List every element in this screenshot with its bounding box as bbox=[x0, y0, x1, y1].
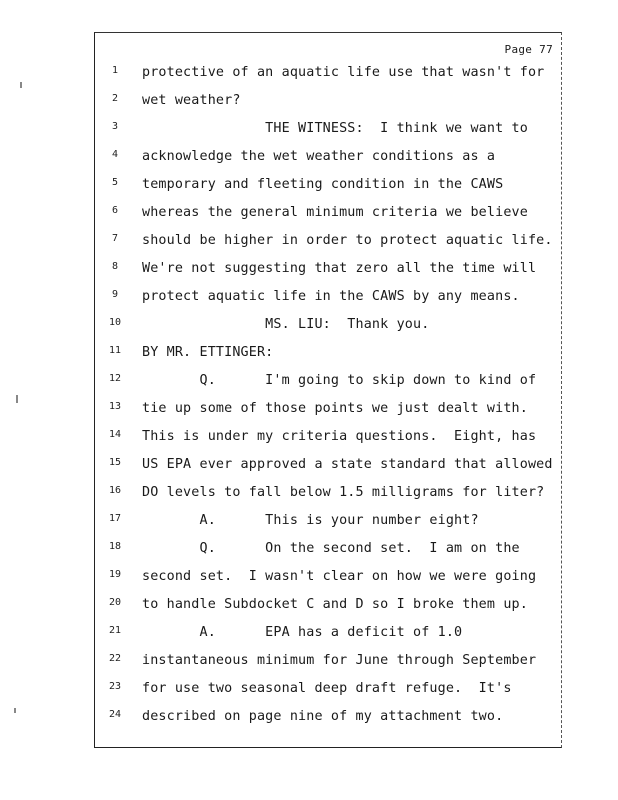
page-number: Page 77 bbox=[504, 43, 553, 56]
line-number: 16 bbox=[108, 485, 122, 496]
line-number: 1 bbox=[111, 65, 119, 76]
line-text: wet weather? bbox=[142, 93, 241, 108]
line-text: This is under my criteria questions. Eight, has bbox=[142, 429, 537, 444]
line-number: 2 bbox=[111, 93, 119, 104]
line-number: 24 bbox=[108, 709, 122, 720]
transcript-line-22 bbox=[95, 653, 563, 673]
line-text: A. This is your number eight? bbox=[142, 513, 479, 528]
scan-speck bbox=[14, 708, 16, 713]
transcript-page bbox=[94, 32, 562, 748]
line-number: 17 bbox=[108, 513, 122, 524]
transcript-line-14 bbox=[95, 429, 563, 449]
line-text: instantaneous minimum for June through September bbox=[142, 653, 537, 668]
line-number: 8 bbox=[111, 261, 119, 272]
line-text: whereas the general minimum criteria we believe bbox=[142, 205, 528, 220]
line-number: 7 bbox=[111, 233, 119, 244]
line-text: for use two seasonal deep draft refuge. It's bbox=[142, 681, 512, 696]
line-text: acknowledge the wet weather conditions as a bbox=[142, 149, 496, 164]
line-number: 20 bbox=[108, 597, 122, 608]
line-number: 22 bbox=[108, 653, 122, 664]
transcript-line-24 bbox=[95, 709, 563, 729]
line-text: protective of an aquatic life use that wasn't for bbox=[142, 65, 545, 80]
transcript-line-6 bbox=[95, 205, 563, 225]
line-number: 10 bbox=[108, 317, 122, 328]
line-number: 5 bbox=[111, 177, 119, 188]
line-number: 23 bbox=[108, 681, 122, 692]
line-text: tie up some of those points we just dealt with. bbox=[142, 401, 528, 416]
line-number: 4 bbox=[111, 149, 119, 160]
line-text: described on page nine of my attachment two. bbox=[142, 709, 504, 724]
line-text: temporary and fleeting condition in the CAWS bbox=[142, 177, 504, 192]
line-text: Q. On the second set. I am on the bbox=[142, 541, 520, 556]
transcript-line-13 bbox=[95, 401, 563, 421]
transcript-line-16 bbox=[95, 485, 563, 505]
line-text: We're not suggesting that zero all the time will bbox=[142, 261, 537, 276]
transcript-line-17 bbox=[95, 513, 563, 533]
line-number: 12 bbox=[108, 373, 122, 384]
line-text: BY MR. ETTINGER: bbox=[142, 345, 274, 360]
transcript-line-4 bbox=[95, 149, 563, 169]
transcript-line-15 bbox=[95, 457, 563, 477]
line-text: THE WITNESS: I think we want to bbox=[142, 121, 528, 136]
transcript-line-7 bbox=[95, 233, 563, 253]
transcript-line-2 bbox=[95, 93, 563, 113]
transcript-line-23 bbox=[95, 681, 563, 701]
transcript-line-9 bbox=[95, 289, 563, 309]
scan-speck bbox=[16, 395, 18, 403]
line-number: 18 bbox=[108, 541, 122, 552]
transcript-line-20 bbox=[95, 597, 563, 617]
line-text: second set. I wasn't clear on how we were going bbox=[142, 569, 537, 584]
scan-speck bbox=[20, 82, 22, 88]
line-text: Q. I'm going to skip down to kind of bbox=[142, 373, 537, 388]
line-text: MS. LIU: Thank you. bbox=[142, 317, 430, 332]
transcript-line-19 bbox=[95, 569, 563, 589]
line-number: 19 bbox=[108, 569, 122, 580]
line-text: should be higher in order to protect aquatic life. bbox=[142, 233, 553, 248]
transcript-line-8 bbox=[95, 261, 563, 281]
line-number: 14 bbox=[108, 429, 122, 440]
line-text: to handle Subdocket C and D so I broke them up. bbox=[142, 597, 528, 612]
line-text: protect aquatic life in the CAWS by any means. bbox=[142, 289, 520, 304]
transcript-line-11 bbox=[95, 345, 563, 365]
transcript-line-12 bbox=[95, 373, 563, 393]
line-text: DO levels to fall below 1.5 milligrams for liter? bbox=[142, 485, 545, 500]
line-text: A. EPA has a deficit of 1.0 bbox=[142, 625, 463, 640]
line-text: US EPA ever approved a state standard that allowed bbox=[142, 457, 553, 472]
transcript-line-18 bbox=[95, 541, 563, 561]
line-number: 11 bbox=[108, 345, 122, 356]
line-number: 21 bbox=[108, 625, 122, 636]
transcript-line-3 bbox=[95, 121, 563, 141]
line-number: 9 bbox=[111, 289, 119, 300]
line-number: 13 bbox=[108, 401, 122, 412]
transcript-line-10 bbox=[95, 317, 563, 337]
transcript-line-1 bbox=[95, 65, 563, 85]
line-number: 6 bbox=[111, 205, 119, 216]
transcript-line-5 bbox=[95, 177, 563, 197]
transcript-line-21 bbox=[95, 625, 563, 645]
line-number: 15 bbox=[108, 457, 122, 468]
line-number: 3 bbox=[111, 121, 119, 132]
